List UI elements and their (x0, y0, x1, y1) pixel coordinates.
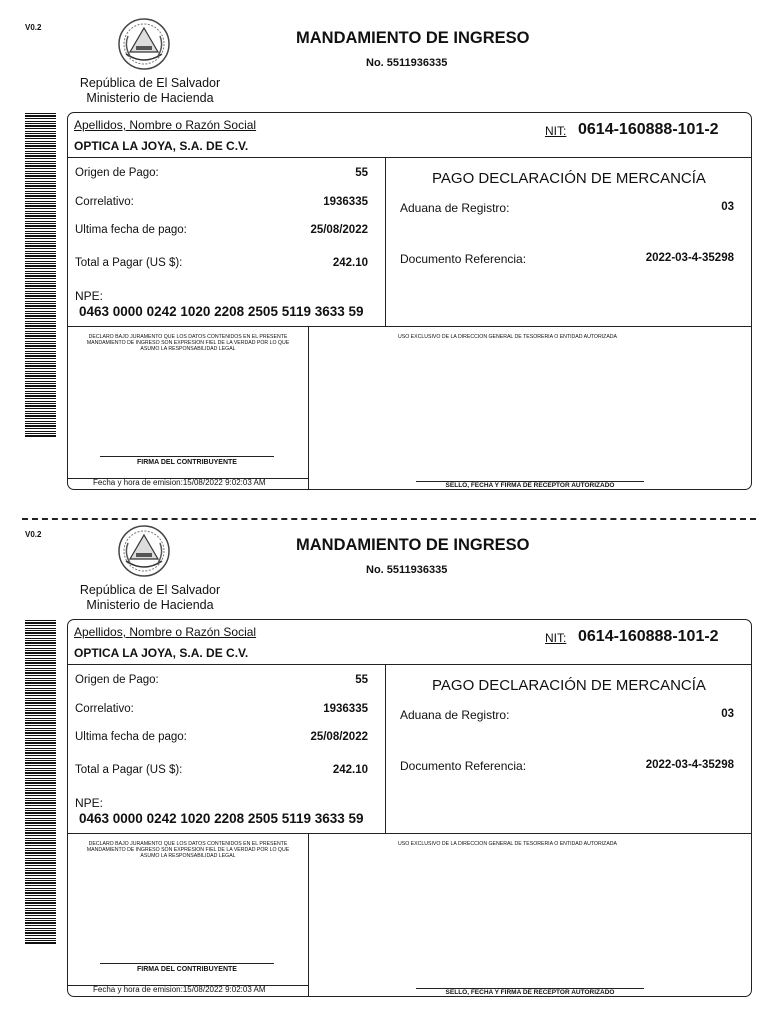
correlative-label: Correlativo: (75, 703, 134, 715)
emission-datetime: Fecha y hora de emision:15/08/2022 9:02:03 AM (93, 985, 266, 994)
signature-line (100, 963, 274, 964)
npe-value: 0463 0000 0242 1020 2208 2505 5119 3633 59 (79, 811, 364, 826)
nit-label: NIT: (545, 124, 567, 138)
customs-value: 03 (721, 708, 734, 720)
nit-value: 0614-160888-101-2 (578, 121, 719, 138)
barcode (25, 620, 56, 944)
document-number: No. 5511936335 (366, 57, 448, 69)
correlative-value: 1936335 (323, 196, 368, 208)
npe-value: 0463 0000 0242 1020 2208 2505 5119 3633 59 (79, 304, 364, 319)
reference-value: 2022-03-4-35298 (645, 759, 734, 771)
ministry-label: Ministerio de Hacienda (86, 91, 214, 105)
declaration-text: DECLARO BAJO JURAMENTO QUE LOS DATOS CONTENIDOS EN EL PRESENTE MANDAMIENTO DE INGRESO SON EXPRESION FIEL DE LA VERDAD POR LO QUE ASUMO LA RESPONSABILIDAD LEGAL (86, 334, 290, 352)
divider (308, 833, 309, 996)
name-label: Apellidos, Nombre o Razón Social (74, 625, 257, 639)
divider (385, 664, 386, 833)
origin-value: 55 (355, 167, 368, 179)
divider (385, 157, 386, 326)
signature-line (100, 456, 274, 457)
payment-type: PAGO DECLARACIÓN DE MERCANCÍA (432, 677, 706, 694)
issuer-block (70, 583, 230, 613)
nit-label: NIT: (545, 631, 567, 645)
origin-label: Origen de Pago: (75, 167, 159, 179)
divider (68, 157, 751, 158)
origin-label: Origen de Pago: (75, 674, 159, 686)
republic-label: República de El Salvador (79, 76, 221, 90)
receiver-signature-label: SELLO, FECHA Y FIRMA DE RECEPTOR AUTORIZADO (445, 989, 615, 996)
correlative-label: Correlativo: (75, 196, 134, 208)
document-title: MANDAMIENTO DE INGRESO (296, 536, 530, 554)
receipt-copy-1 (0, 0, 768, 500)
divider (68, 326, 751, 327)
version-label: V0.2 (25, 23, 42, 32)
total-label: Total a Pagar (US $): (75, 764, 183, 776)
form-box (67, 112, 752, 490)
coat-of-arms-icon (116, 523, 172, 579)
issuer-block (70, 76, 230, 106)
nit-value: 0614-160888-101-2 (578, 628, 719, 645)
divider (68, 664, 751, 665)
divider (68, 833, 751, 834)
taxpayer-signature-label: FIRMA DEL CONTRIBUYENTE (137, 966, 237, 973)
ministry-label: Ministerio de Hacienda (86, 598, 214, 612)
customs-value: 03 (721, 201, 734, 213)
name-value: OPTICA LA JOYA, S.A. DE C.V. (74, 139, 249, 153)
npe-label: NPE: (75, 289, 104, 303)
due-date-value: 25/08/2022 (310, 731, 368, 743)
barcode (25, 113, 56, 437)
document-number: No. 5511936335 (366, 564, 448, 576)
document-title: MANDAMIENTO DE INGRESO (296, 29, 530, 47)
version-label: V0.2 (25, 530, 42, 539)
declaration-text: DECLARO BAJO JURAMENTO QUE LOS DATOS CONTENIDOS EN EL PRESENTE MANDAMIENTO DE INGRESO SON EXPRESION FIEL DE LA VERDAD POR LO QUE ASUMO LA RESPONSABILIDAD LEGAL (86, 841, 290, 859)
official-use-text: USO EXCLUSIVO DE LA DIRECCION GENERAL DE TESORERIA O ENTIDAD AUTORIZADA (398, 334, 617, 340)
coat-of-arms-icon (116, 16, 172, 72)
form-box (67, 619, 752, 997)
emission-datetime: Fecha y hora de emision:15/08/2022 9:02:03 AM (93, 478, 266, 487)
divider (308, 326, 309, 489)
customs-label: Aduana de Registro: (400, 201, 510, 215)
republic-label: República de El Salvador (79, 583, 221, 597)
official-use-text: USO EXCLUSIVO DE LA DIRECCION GENERAL DE TESORERIA O ENTIDAD AUTORIZADA (398, 841, 617, 847)
npe-label: NPE: (75, 796, 104, 810)
total-label: Total a Pagar (US $): (75, 257, 183, 269)
origin-value: 55 (355, 674, 368, 686)
name-label: Apellidos, Nombre o Razón Social (74, 118, 257, 132)
total-value: 242.10 (332, 764, 368, 776)
reference-value: 2022-03-4-35298 (645, 252, 734, 264)
correlative-value: 1936335 (323, 703, 368, 715)
reference-label: Documento Referencia: (400, 252, 527, 266)
due-date-label: Ultima fecha de pago: (75, 731, 187, 743)
payment-type: PAGO DECLARACIÓN DE MERCANCÍA (432, 170, 706, 187)
taxpayer-signature-label: FIRMA DEL CONTRIBUYENTE (137, 459, 237, 466)
due-date-value: 25/08/2022 (310, 224, 368, 236)
due-date-label: Ultima fecha de pago: (75, 224, 187, 236)
customs-label: Aduana de Registro: (400, 708, 510, 722)
receiver-signature-label: SELLO, FECHA Y FIRMA DE RECEPTOR AUTORIZADO (445, 482, 615, 489)
total-value: 242.10 (332, 257, 368, 269)
name-value: OPTICA LA JOYA, S.A. DE C.V. (74, 646, 249, 660)
reference-label: Documento Referencia: (400, 759, 527, 773)
receipt-copy-2 (0, 507, 768, 1007)
